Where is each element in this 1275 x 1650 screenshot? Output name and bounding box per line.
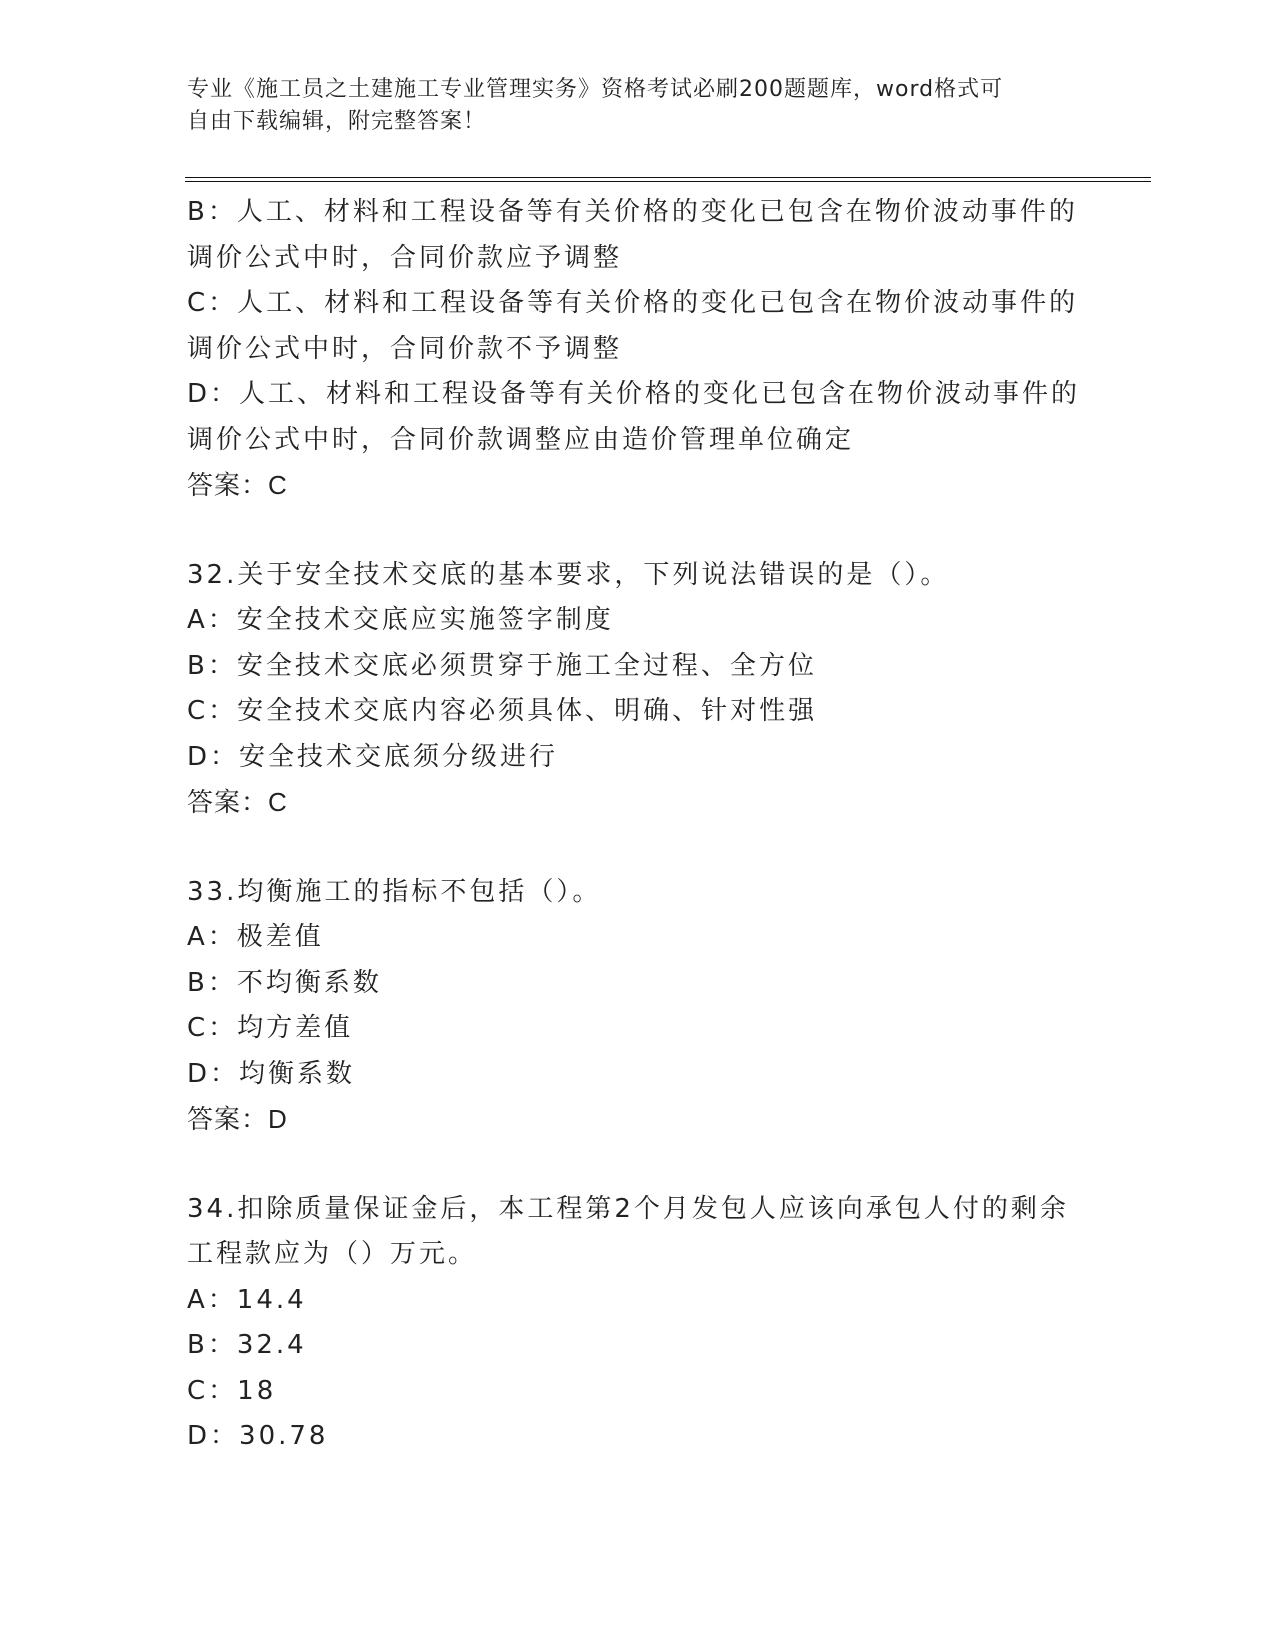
question-list	[187, 190, 1087, 1460]
answer: 答案：C	[187, 787, 288, 817]
option-c: C：安全技术交底内容必须具体、明确、针对性强	[187, 696, 818, 726]
question-stem: 33.均衡施工的指标不包括（）。	[187, 876, 602, 907]
question-31	[187, 190, 1087, 509]
option-d: D：30.78	[187, 1421, 329, 1451]
option-a: A：安全技术交底应实施签字制度	[187, 605, 614, 635]
question-stem: 32.关于安全技术交底的基本要求，下列说法错误的是（）。	[187, 559, 950, 590]
option-b: B：32.4	[187, 1330, 307, 1360]
question-stem-line-1: 34.扣除质量保证金后，本工程第2个月发包人应该向承包人付的剩余	[187, 1193, 1069, 1224]
option-c-line-1: C：人工、材料和工程设备等有关价格的变化已包含在物价波动事件的	[187, 288, 1079, 318]
option-d-line-2: 调价公式中时，合同价款调整应由造价管理单位确定	[187, 424, 855, 455]
spacer	[187, 1143, 1087, 1187]
spacer	[187, 509, 1087, 553]
header-divider-bottom	[185, 181, 1151, 182]
option-c-line-2: 调价公式中时，合同价款不予调整	[187, 333, 623, 364]
answer: 答案：D	[187, 1104, 288, 1134]
option-c: C：均方差值	[187, 1013, 354, 1043]
option-a: A：极差值	[187, 922, 324, 952]
option-a: A：14.4	[187, 1284, 307, 1315]
option-d: D：均衡系数	[187, 1058, 356, 1089]
question-stem-line-2: 工程款应为（）万元。	[187, 1239, 478, 1269]
option-b-line-2: 调价公式中时，合同价款应予调整	[187, 242, 623, 273]
option-b: B：不均衡系数	[187, 967, 382, 998]
document-header	[187, 74, 1067, 138]
question-34	[187, 1187, 1087, 1460]
answer: 答案：C	[187, 470, 288, 500]
option-b: B：安全技术交底必须贯穿于施工全过程、全方位	[187, 650, 817, 681]
option-b-line-1: B：人工、材料和工程设备等有关价格的变化已包含在物价波动事件的	[187, 197, 1078, 227]
spacer	[187, 826, 1087, 870]
option-d: D：安全技术交底须分级进行	[187, 741, 559, 772]
question-32	[187, 553, 1087, 826]
header-title-line-2: 自由下载编辑，附完整答案！	[187, 109, 487, 134]
option-c: C：18	[187, 1375, 277, 1406]
header-title-line-1: 专业《施工员之土建施工专业管理实务》资格考试必刷200题题库，word格式可	[187, 77, 1004, 102]
header-divider-top	[185, 177, 1151, 178]
question-33	[187, 870, 1087, 1143]
option-d-line-1: D：人工、材料和工程设备等有关价格的变化已包含在物价波动事件的	[187, 379, 1081, 409]
